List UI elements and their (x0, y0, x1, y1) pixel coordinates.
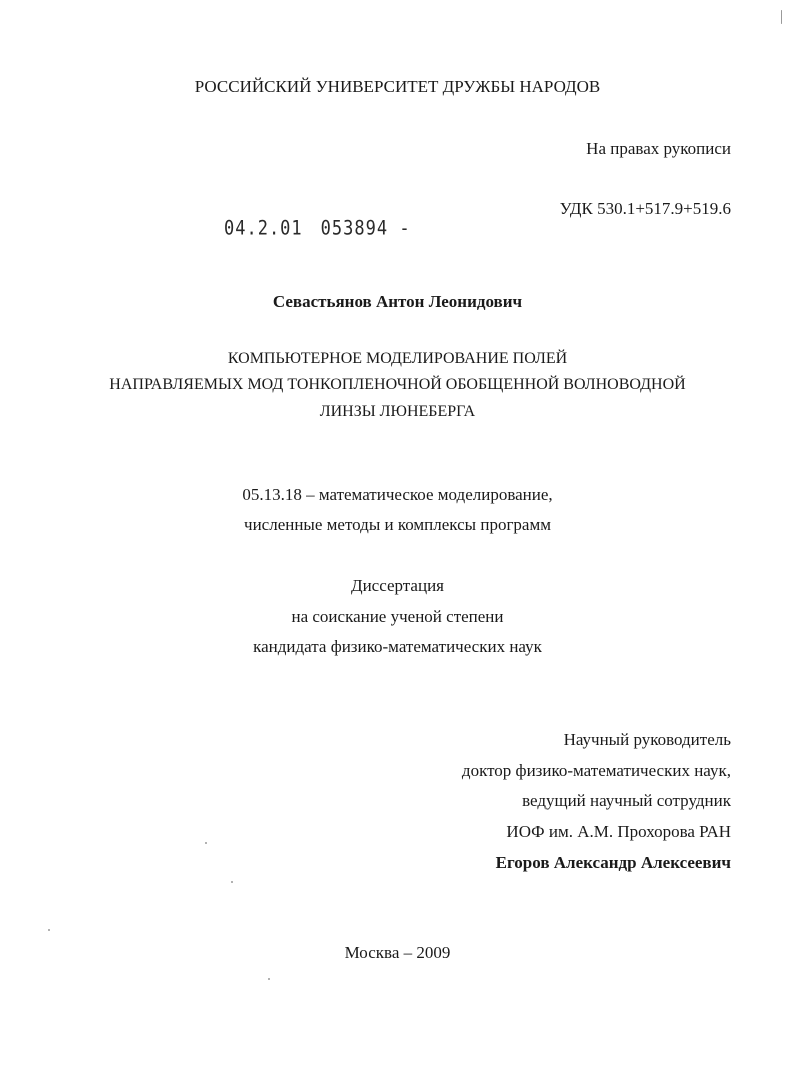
manuscript-rights-note: На правах рукописи (586, 139, 731, 158)
degree-purpose: на соискание ученой степени (291, 607, 504, 626)
dissertation-label: Диссертация (350, 576, 444, 595)
scan-speck (48, 929, 50, 931)
supervisor-degree: доктор физико-математических наук, (461, 761, 731, 780)
stamp-date: 04.2.01 (224, 217, 303, 240)
supervisor-heading: Научный руководитель (563, 730, 731, 749)
scan-speck (231, 881, 233, 883)
supervisor-institute: ИОФ им. А.М. Прохорова РАН (506, 822, 731, 841)
stamp-number: 053894 (320, 217, 389, 240)
specialty-line-1: 05.13.18 – математическое моделирование, (242, 485, 553, 504)
university-name: РОССИЙСКИЙ УНИВЕРСИТЕТ ДРУЖБЫ НАРОДОВ (194, 77, 601, 96)
degree-name: кандидата физико-математических наук (253, 637, 542, 656)
supervisor-position: ведущий научный сотрудник (522, 791, 731, 810)
supervisor-name: Егоров Александр Алексеевич (495, 853, 731, 872)
title-line-1: КОМПЬЮТЕРНОЕ МОДЕЛИРОВАНИЕ ПОЛЕЙ (227, 350, 568, 367)
stamp-mark: - (399, 217, 411, 240)
scan-speck (205, 842, 207, 844)
title-line-2: НАПРАВЛЯЕМЫХ МОД ТОНКОПЛЕНОЧНОЙ ОБОБЩЕННОЙ ВОЛНОВОДНОЙ (109, 376, 686, 393)
author-name: Севастьянов Антон Леонидович (272, 292, 523, 311)
udc-code: УДК 530.1+517.9+519.6 (559, 199, 731, 218)
library-stamp (224, 217, 411, 240)
title-line-3: ЛИНЗЫ ЛЮНЕБЕРГА (319, 403, 476, 420)
scan-speck (268, 978, 270, 980)
scan-edge-mark (781, 10, 782, 24)
specialty-line-2: численные методы и комплексы программ (244, 515, 551, 534)
place-and-year: Москва – 2009 (344, 943, 451, 962)
